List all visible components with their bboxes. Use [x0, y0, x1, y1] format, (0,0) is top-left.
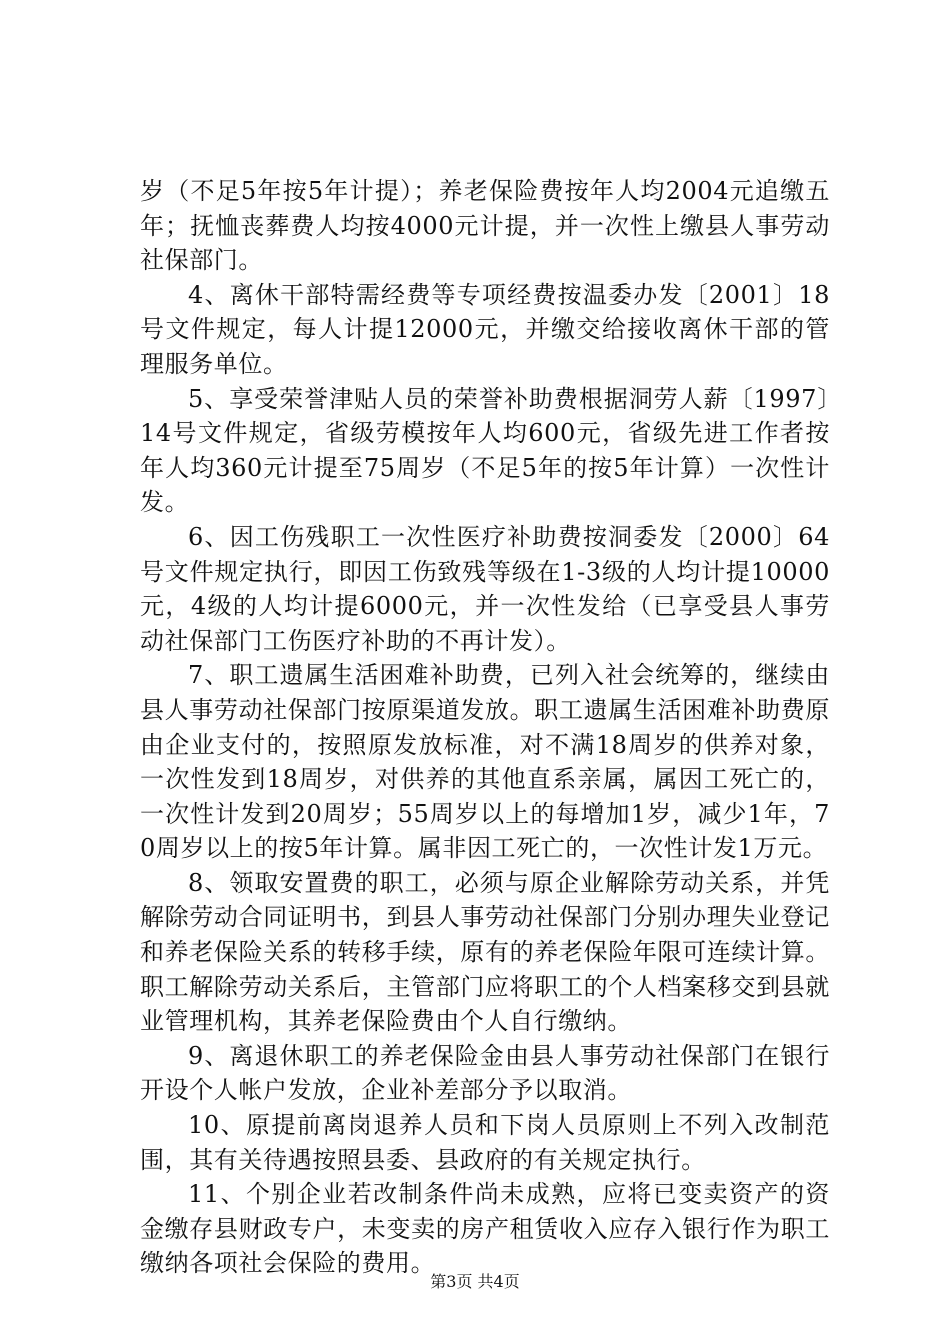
paragraph-item-8: 8、领取安置费的职工，必须与原企业解除劳动关系，并凭解除劳动合同证明书，到县人事劳动社保部门分别办理失业登记和养老保险关系的转移手续，原有的养老保险年限可连续计算。职工解除劳动关系后，主管部门应将职工的个人档案移交到县就业管理机构，其养老保险费由个人自行缴纳。	[140, 868, 830, 1036]
paragraph-item-10: 10、原提前离岗退养人员和下岗人员原则上不列入改制范围，其有关待遇按照县委、县政府的有关规定执行。	[140, 1111, 830, 1174]
page-number-label: 第3页 共4页	[430, 1272, 520, 1291]
paragraph-item-4: 4、离休干部特需经费等专项经费按温委办发〔2001〕18号文件规定，每人计提12000元，并缴交给接收离休干部的管理服务单位。	[140, 280, 830, 378]
document-body	[140, 174, 830, 1281]
paragraph-item-11: 11、个别企业若改制条件尚未成熟，应将已变卖资产的资金缴存县财政专户，未变卖的房产租赁收入应存入银行作为职工缴纳各项社会保险的费用。	[140, 1180, 830, 1278]
paragraph-item-7: 7、职工遗属生活困难补助费，已列入社会统筹的，继续由县人事劳动社保部门按原渠道发放。职工遗属生活困难补助费原由企业支付的，按照原发放标准，对不满18周岁的供养对象，一次性发到18周岁，对供养的其他直系亲属，属因工死亡的，一次性计发到20周岁；55周岁以上的每增加1岁，减少1年，70周岁以上的按5年计算。属非因工死亡的，一次性计发1万元。	[140, 661, 830, 863]
page-footer	[0, 1272, 950, 1292]
paragraph-item-6: 6、因工伤残职工一次性医疗补助费按洞委发〔2000〕64号文件规定执行，即因工伤致残等级在1-3级的人均计提10000元，4级的人均计提6000元，并一次性发给（已享受县人事劳动社保部门工伤医疗补助的不再计发）。	[140, 522, 830, 655]
paragraph-continuation: 岁（不足5年按5年计提）；养老保险费按年人均2004元追缴五年；抚恤丧葬费人均按4000元计提，并一次性上缴县人事劳动社保部门。	[140, 177, 830, 275]
paragraph-item-9: 9、离退休职工的养老保险金由县人事劳动社保部门在银行开设个人帐户发放，企业补差部分予以取消。	[140, 1041, 830, 1105]
paragraph-item-5: 5、享受荣誉津贴人员的荣誉补助费根据洞劳人薪〔1997〕14号文件规定，省级劳模按年人均600元，省级先进工作者按年人均360元计提至75周岁（不足5年的按5年计算）一次性计发。	[140, 384, 830, 517]
